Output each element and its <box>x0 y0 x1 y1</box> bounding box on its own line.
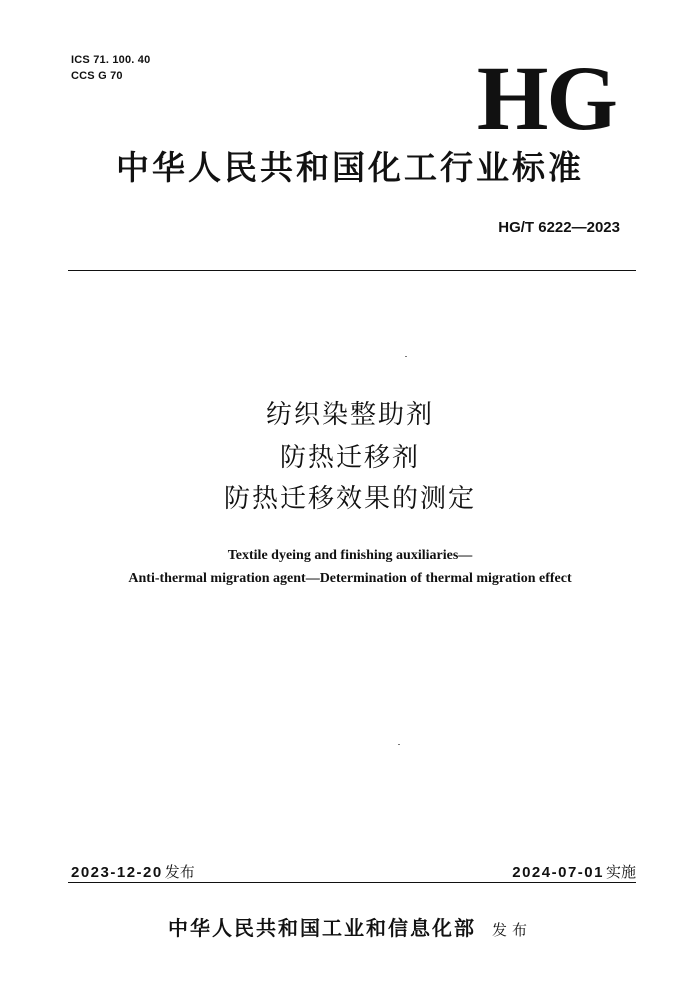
hg-logo: HG <box>476 47 616 149</box>
issue-action: 发布 <box>491 921 532 939</box>
publish-label: 发布 <box>164 863 195 881</box>
implement-date: 2024-07-01 <box>512 864 604 881</box>
bottom-divider <box>68 882 636 883</box>
title-en-line-1: Textile dyeing and finishing auxiliaries— <box>227 548 473 563</box>
issuer-line <box>0 914 700 944</box>
title-en-line-2: Anti-thermal migration agent—Determination of thermal migration effect <box>128 571 572 586</box>
ics-code: ICS 71. 100. 40 <box>71 54 151 66</box>
implement-label: 实施 <box>605 863 636 881</box>
implement-date-block <box>512 861 636 884</box>
standard-number: HG/T 6222—2023 <box>498 219 620 236</box>
standard-name: 中华人民共和国化工行业标准 <box>116 148 584 187</box>
title-cn-line-1: 纺织染整助剂 <box>265 400 434 430</box>
classification-codes <box>71 52 150 84</box>
title-cn-line-2: 防热迁移剂 <box>279 443 420 473</box>
top-divider <box>68 270 636 271</box>
publish-date-block <box>71 861 195 884</box>
scan-speck <box>405 356 407 357</box>
title-cn-line-3: 防热迁移效果的测定 <box>223 484 476 514</box>
ccs-code: CCS G 70 <box>71 70 123 82</box>
scan-speck <box>398 744 400 745</box>
publish-date: 2023-12-20 <box>71 864 163 881</box>
issuing-organization: 中华人民共和国工业和信息化部 <box>167 916 476 940</box>
